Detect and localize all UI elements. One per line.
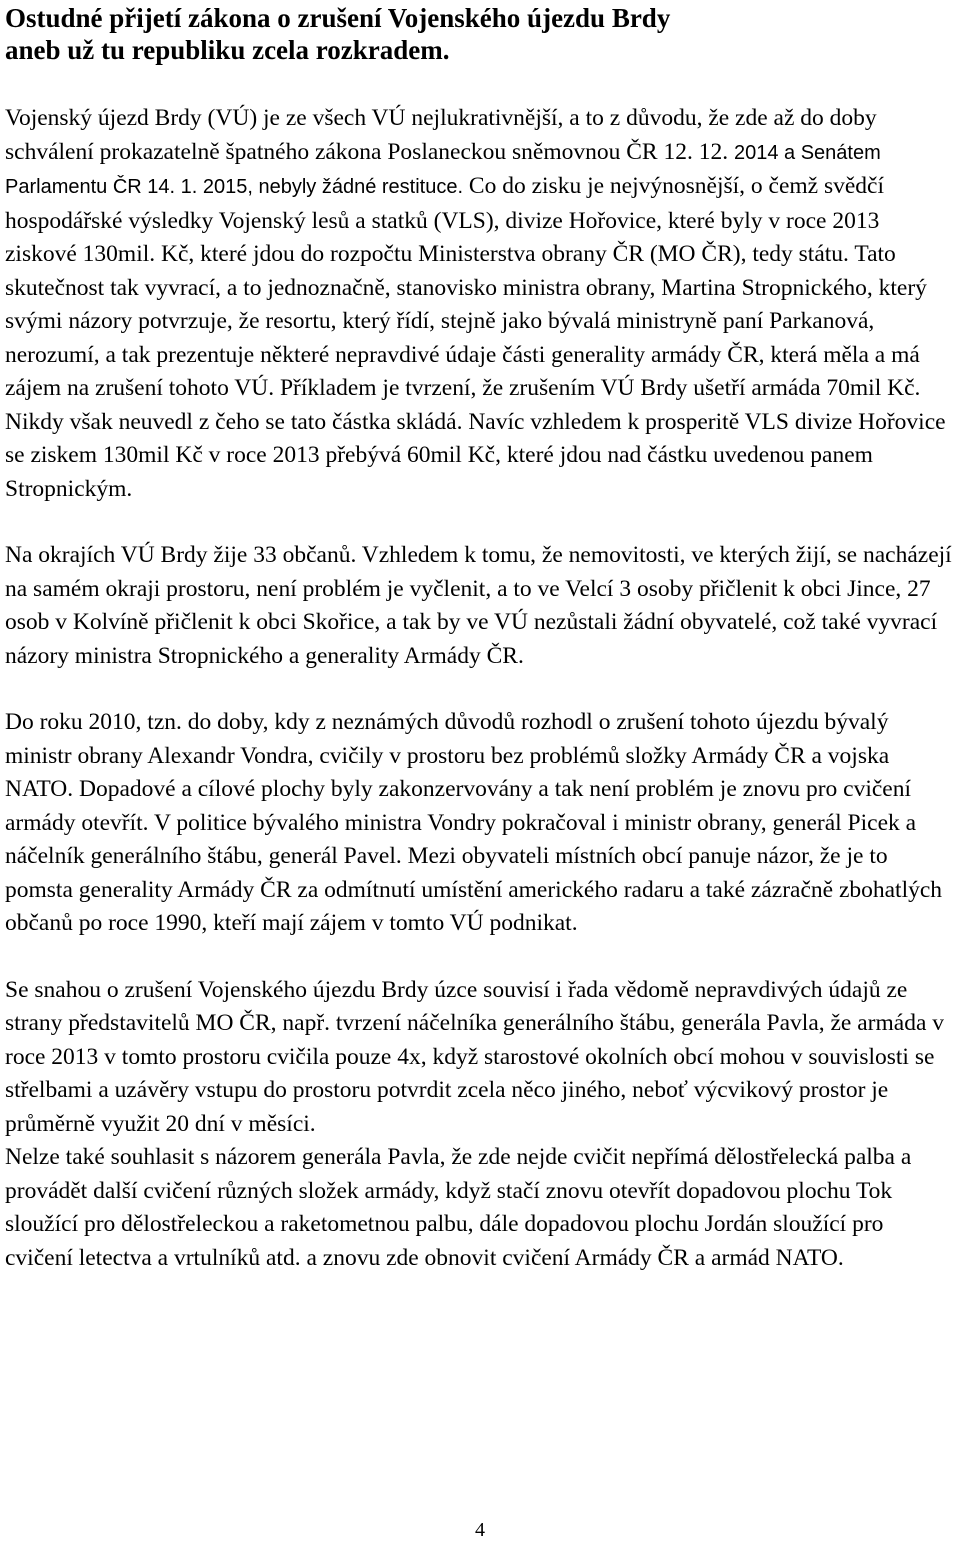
- title-line-1: Ostudné přijetí zákona o zrušení Vojenského újezdu Brdy: [5, 3, 671, 33]
- paragraph-vlS-profit: [5, 102, 955, 506]
- page-number: 4: [475, 1519, 485, 1541]
- paragraph-residents: Na okrajích VÚ Brdy žije 33 občanů. Vzhledem k tomu, že nemovitosti, ve kterých žijí, se nacházejí na samém okraji prostoru, není problém je vyčlenit, a to ve Velcí 3 osoby přičlenit k obci Jince, 27 osob v Kolvíně přičlenit k obci Skořice, a tak by ve VÚ nezůstali žádní obyvatelé, což také vyvrací názory ministra Stropnického a generality Armády ČR.: [5, 542, 952, 669]
- paragraph-history: Do roku 2010, tzn. do doby, kdy z neznámých důvodů rozhodl o zrušení tohoto újezdu bývalý ministr obrany Alexandr Vondra, cvičily v prostoru bez problémů složky Armády ČR a vojska NATO. Dopadové a cílové plochy byly zakonzervovány a tak není problém je znovu pro cvičení armády otevřít. V politice bývalého ministra Vondry pokračoval i ministr obrany, generál Picek a náčelník generálního štábu, generál Pavel. Mezi obyvateli místních obcí panuje názor, že je to pomsta generality Armády ČR za odmítnutí umístění amerického radaru a také zázračně zbohatlých občanů po roce 1990, kteří mají zájem v tomto VÚ podnikat.: [5, 709, 943, 936]
- document-title: [5, 0, 955, 66]
- paragraph-1-part-b: 2014 a Senátem Parlamentu ČR 14. 1. 2015, nebyly žádné restituce.: [5, 141, 881, 198]
- document-page: [5, 0, 955, 1542]
- title-line-2: aneb už tu republiku zcela rozkradem.: [5, 35, 450, 65]
- document-body: [5, 102, 955, 1275]
- paragraph-1-part-c: Co do zisku je nejvýnosnější, o čemž svědčí hospodářské výsledky Vojenský lesů a statků (VLS), divize Hořovice, které byly v roce 2013 ziskové 130mil. Kč, které jdou do rozpočtu Ministerstva obrany ČR (MO ČR), tedy státu. Tato skutečnost tak vyvrací, a to jednoznačně, stanovisko ministra obrany, Martina Stropnického, který svými názory potvrzuje, že resortu, který řídí, stejně jako bývalá ministryně paní Parkanová, nerozumí, a tak prezentuje některé nepravdivé údaje části generality armády ČR, která měla a má zájem na zrušení tohoto VÚ. Příkladem je tvrzení, že zrušením VÚ Brdy ušetří armáda 70mil Kč. Nikdy však neuvedl z čeho se tato částka skládá. Navíc vzhledem k prosperitě VLS divize Hořovice se ziskem 130mil Kč v roce 2013 přebývá 60mil Kč, které jdou nad částku uvedenou panem Stropnickým.: [5, 173, 946, 502]
- paragraph-1-part-a: Vojenský újezd Brdy (VÚ) je ze všech VÚ nejlukrativnější, a to z důvodu, že zde až do doby schválení prokazatelně špatného zákona Poslaneckou sněmovnou ČR 12. 12.: [5, 105, 877, 165]
- paragraph-artillery: Nelze také souhlasit s názorem generála Pavla, že zde nejde cvičit nepřímá dělostřelecká palba a provádět další cvičení různých složek armády, když stačí znovu otevřít dopadovou plochu Tok sloužící pro dělostřeleckou a raketometnou palbu, dále dopadovou plochu Jordán sloužící pro cvičení letectva a vrtulníků atd. a znovu zde obnovit cvičení Armády ČR a armád NATO.: [5, 1144, 912, 1271]
- paragraph-false-claims: Se snahou o zrušení Vojenského újezdu Brdy úzce souvisí i řada vědomě nepravdivých údajů ze strany představitelů MO ČR, např. tvrzení náčelníka generálního štábu, generála Pavla, že armáda v roce 2013 v tomto prostoru cvičila pouze 4x, když starostové okolních obcí mohou v souvislosti se střelbami a uzávěry vstupu do prostoru potvrdit zcela něco jiného, neboť výcvikový prostor je průměrně využit 20 dní v měsíci.: [5, 976, 945, 1137]
